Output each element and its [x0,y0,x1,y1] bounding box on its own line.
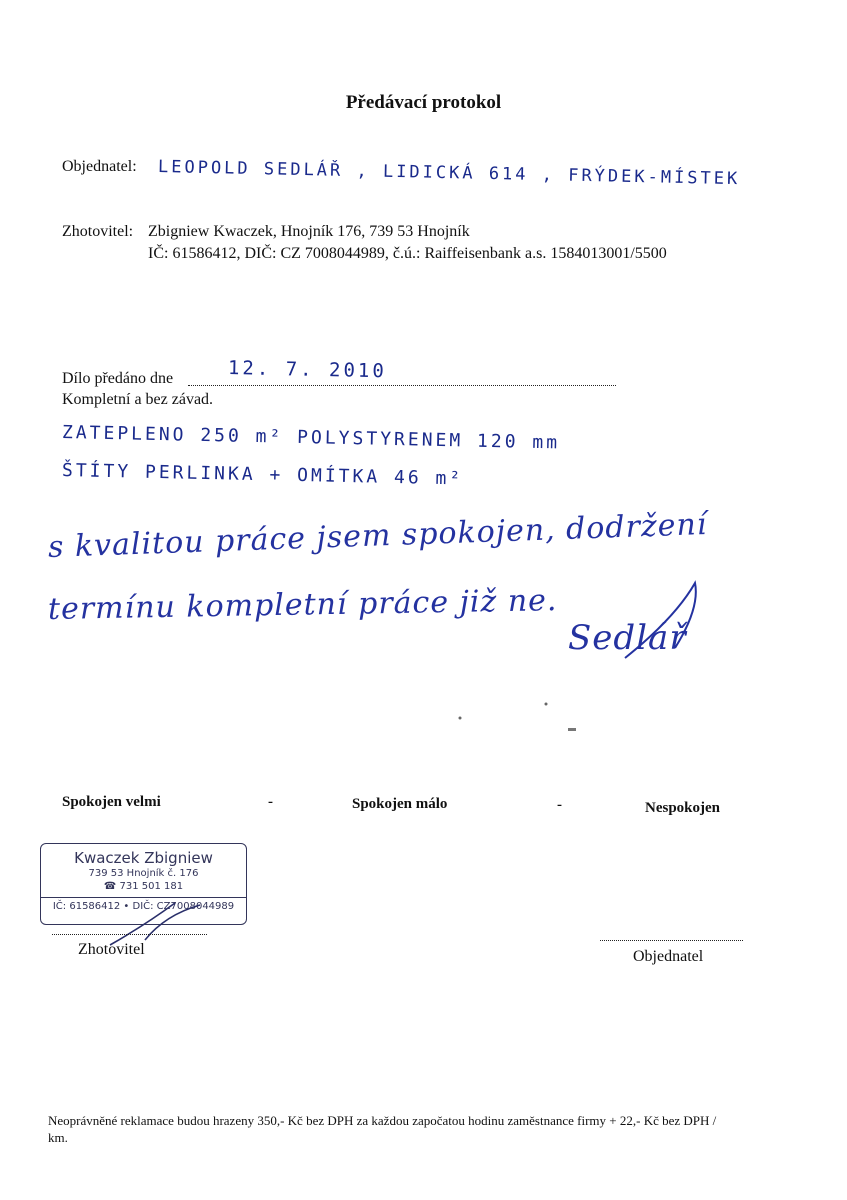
work-line-2: ŠTÍTY PERLINKA + OMÍTKA 46 m² [61,460,464,490]
customer-signature: Sedlář [568,618,687,658]
contractor-label: Zhotovitel: [62,223,134,240]
handover-label: Dílo předáno dne [62,370,174,387]
rating-very-satisfied: Spokojen velmi [62,794,161,810]
rating-little-satisfied: Spokojen málo [352,796,448,812]
customer-label: Objednatel: [62,158,137,175]
rating-separator-2: - [557,797,562,813]
handover-date-line [188,385,616,386]
rating-dissatisfied: Nespokojen [645,800,721,816]
work-line-1: ZATEPLENO 250 m² POLYSTYRENEM 120 mm [61,422,561,454]
rating-separator-1: - [268,794,273,810]
handover-date: 12. 7. 2010 [227,357,388,383]
stamp-name: Kwaczek Zbigniew [74,849,213,867]
customer-value: LEOPOLD SEDLÁŘ , LIDICKÁ 614 , FRÝDEK-MÍSTEK [157,157,741,190]
signature-flourish [615,578,735,668]
contractor-signature-line [52,934,207,935]
stamp-phone: ☎ 731 501 181 [103,881,184,892]
contractor-address: Zbigniew Kwaczek, Hnojník 176, 739 53 Hnojník [148,223,470,240]
contractor-signature-label: Zhotovitel [78,941,145,958]
footer-note: Neoprávněné reklamace budou hrazeny 350,- Kč bez DPH za každou započatou hodinu zaměstnance firmy + 22,- Kč bez DPH / km. [48,1113,717,1145]
scan-specks [450,700,590,740]
customer-signature-line [600,940,743,941]
stamp-address: 739 53 Hnojník č. 176 [88,868,199,879]
comment-line-1: s kvalitou práce jsem spokojen, dodržení [47,506,708,565]
handover-status: Kompletní a bez závad. [62,391,214,408]
document-title: Předávací protokol [345,92,502,113]
comment-line-2: termínu kompletní práce již ne. [47,583,558,627]
contractor-ids: IČ: 61586412, DIČ: CZ 7008044989, č.ú.: Raiffeisenbank a.s. 1584013001/5500 [148,245,667,262]
customer-signature-label: Objednatel [633,948,704,965]
stamp-ids: IČ: 61586412 • DIČ: CZ7008044989 [41,897,246,913]
